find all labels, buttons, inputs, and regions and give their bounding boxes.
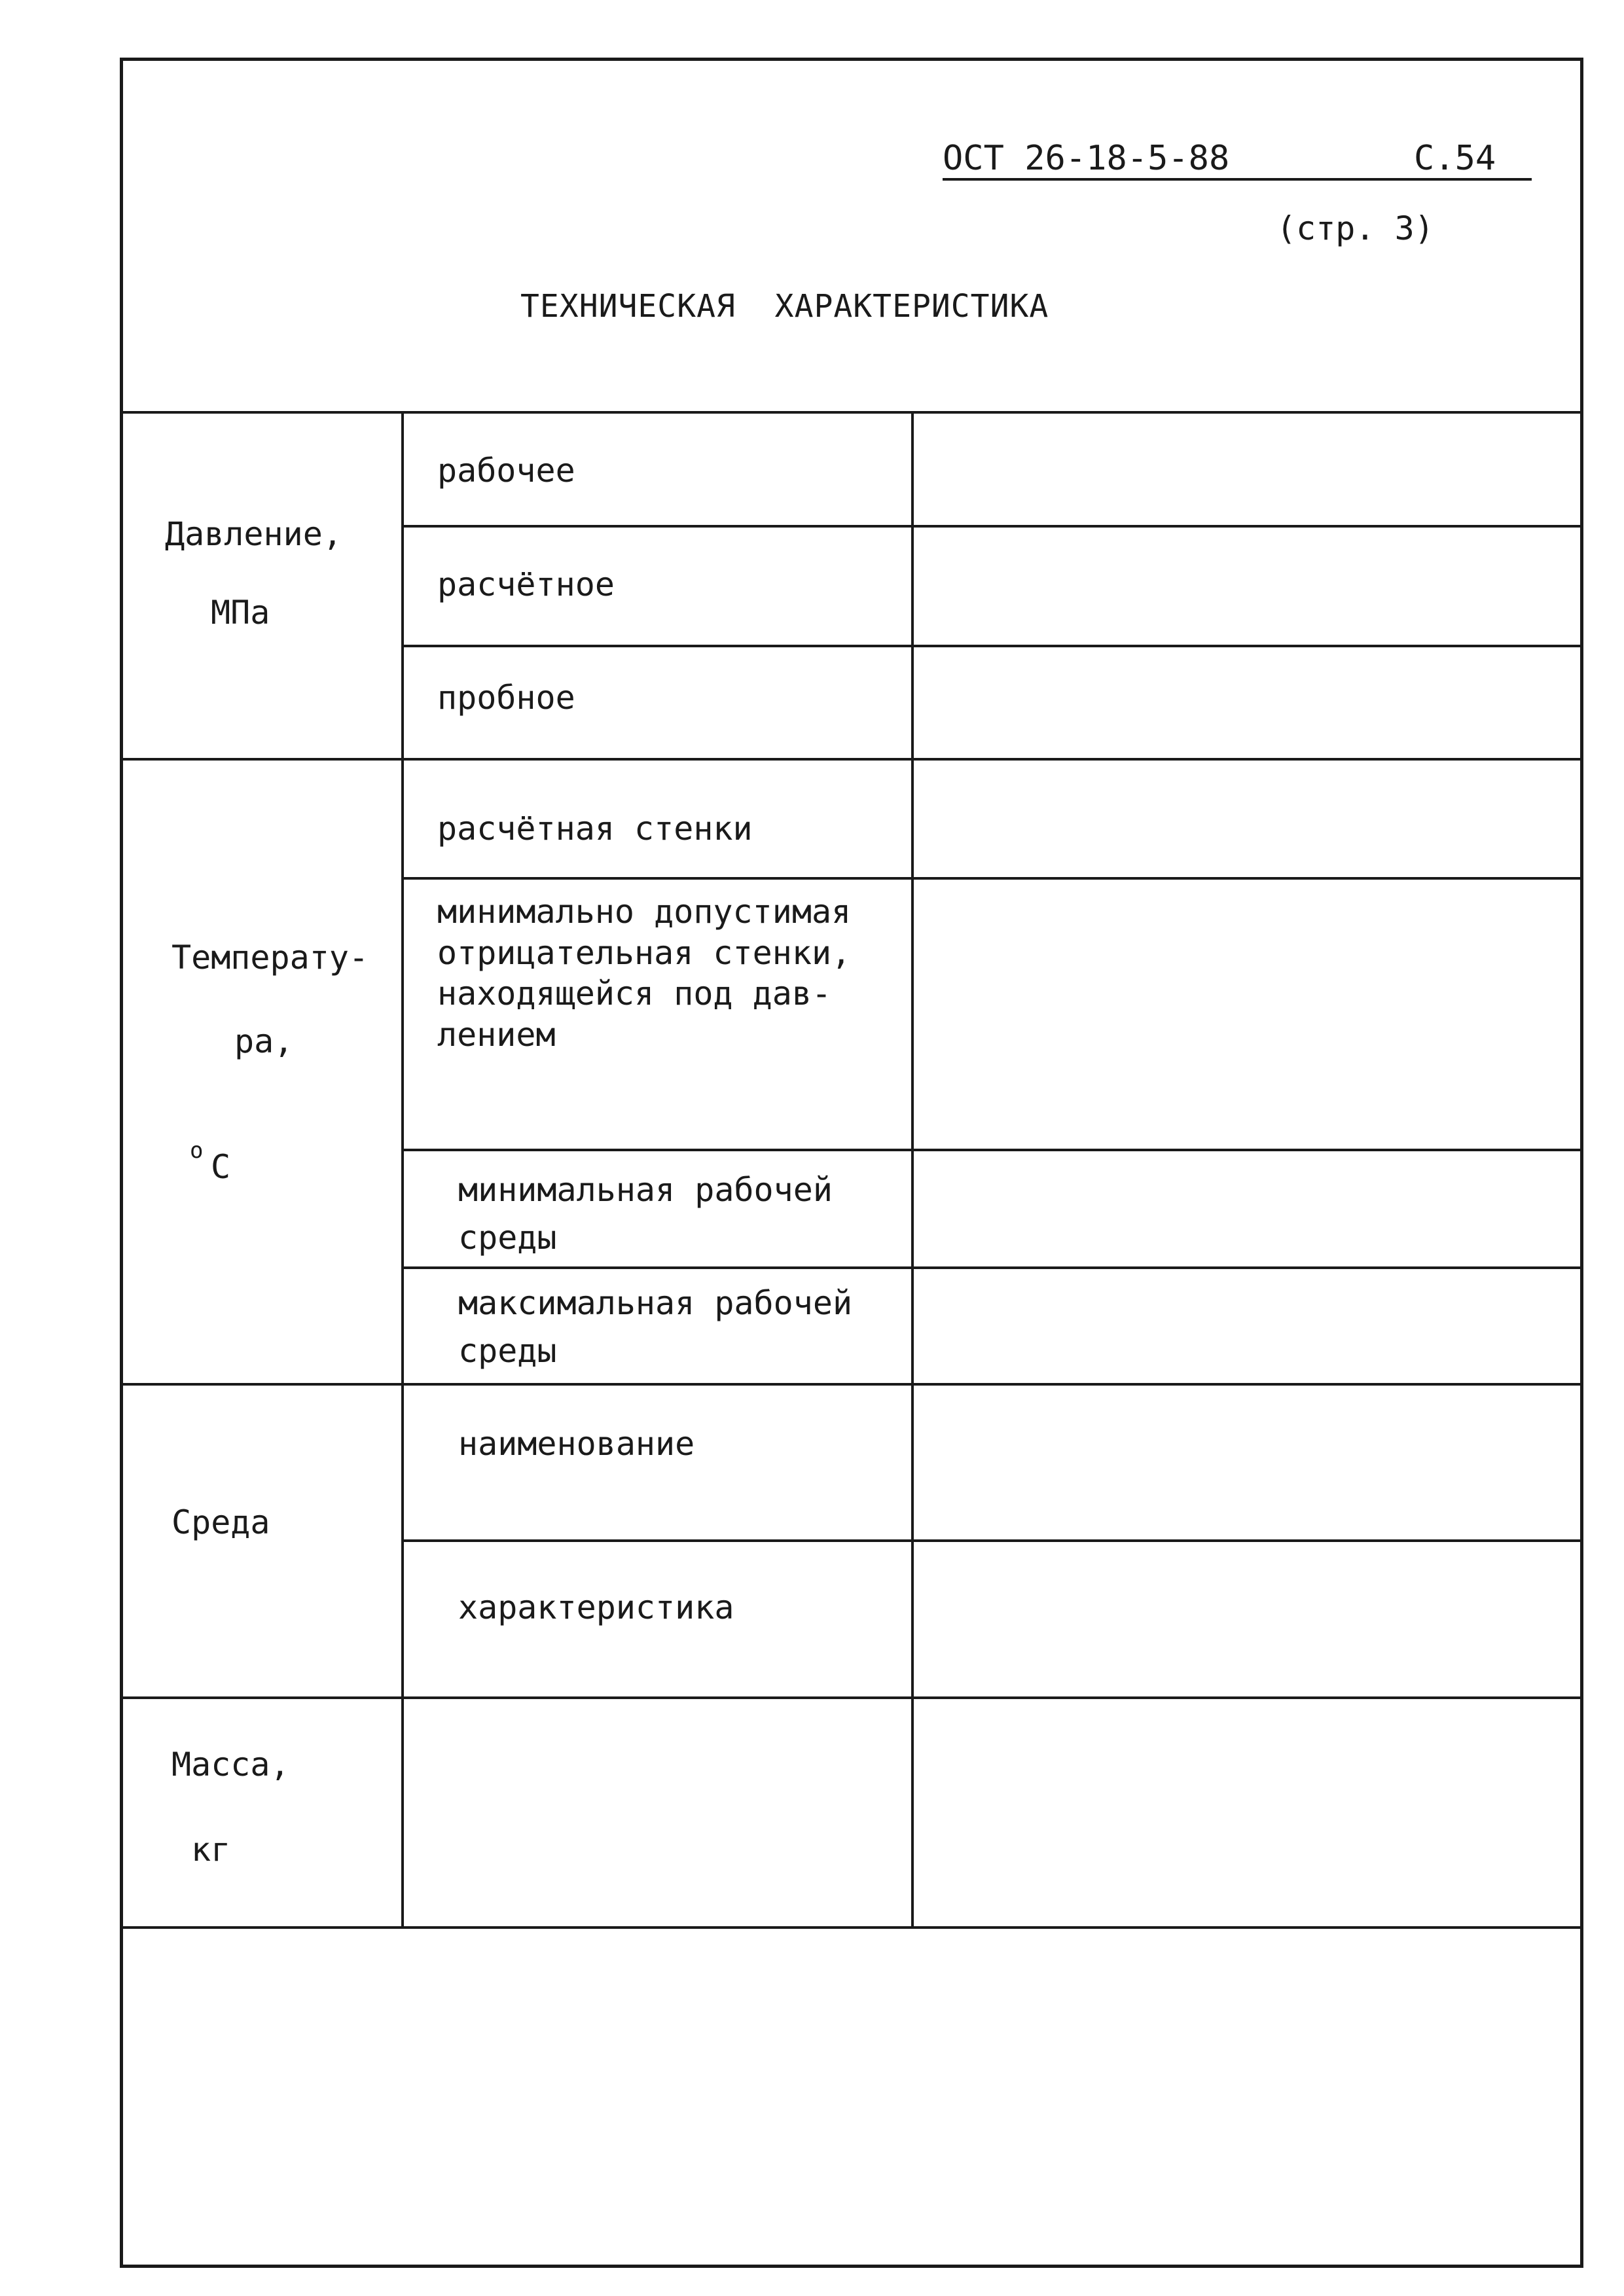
medium-label: Среда (171, 1503, 270, 1541)
mass-label: Масса, (171, 1746, 290, 1784)
column-divider-1 (401, 411, 404, 1928)
group-divider-medium (123, 1696, 1580, 1699)
temperature-wall-design: расчётная стенки (437, 810, 753, 848)
table-top-border (123, 411, 1580, 414)
group-divider-pressure (123, 758, 1580, 761)
sheet-number: С.54 (1414, 139, 1496, 178)
page-frame (120, 58, 1583, 2268)
temperature-label-line2: ра, (234, 1022, 294, 1060)
temperature-max-working-medium: максимальная рабочей среды (458, 1284, 853, 1370)
mass-unit: кг (191, 1831, 231, 1869)
column-divider-2 (911, 411, 914, 1928)
pressure-design: расчётное (437, 565, 615, 603)
header-underline (943, 178, 1532, 181)
group-divider-temperature (123, 1383, 1580, 1386)
pressure-unit: МПа (211, 594, 270, 632)
temperature-label-line1: Температу- (171, 939, 369, 977)
degree-superscript: о (190, 1138, 204, 1164)
pressure-test: пробное (437, 679, 575, 717)
pressure-working: рабочее (437, 452, 575, 490)
pressure-label: Давление, (165, 515, 342, 553)
document-code: ОСТ 26-18-5-88 (943, 139, 1230, 178)
row-divider (403, 877, 1580, 880)
table-bottom-border (123, 1926, 1580, 1929)
temperature-unit: С (211, 1148, 231, 1186)
temperature-min-working-medium: минимальная рабочей среды (458, 1171, 833, 1257)
row-divider (403, 1539, 1580, 1542)
row-divider (403, 1266, 1580, 1269)
row-divider (403, 645, 1580, 647)
row-divider (403, 1149, 1580, 1151)
row-divider (403, 525, 1580, 528)
medium-characteristic: характеристика (458, 1588, 734, 1626)
medium-name: наименование (458, 1425, 695, 1463)
temperature-min-negative-wall: минимально допустимая отрицательная стенки, находящейся под дав- лением (437, 893, 852, 1054)
page-title: ТЕХНИЧЕСКАЯ ХАРАКТЕРИСТИКА (520, 288, 1049, 325)
page-reference: (стр. 3) (1276, 209, 1434, 247)
